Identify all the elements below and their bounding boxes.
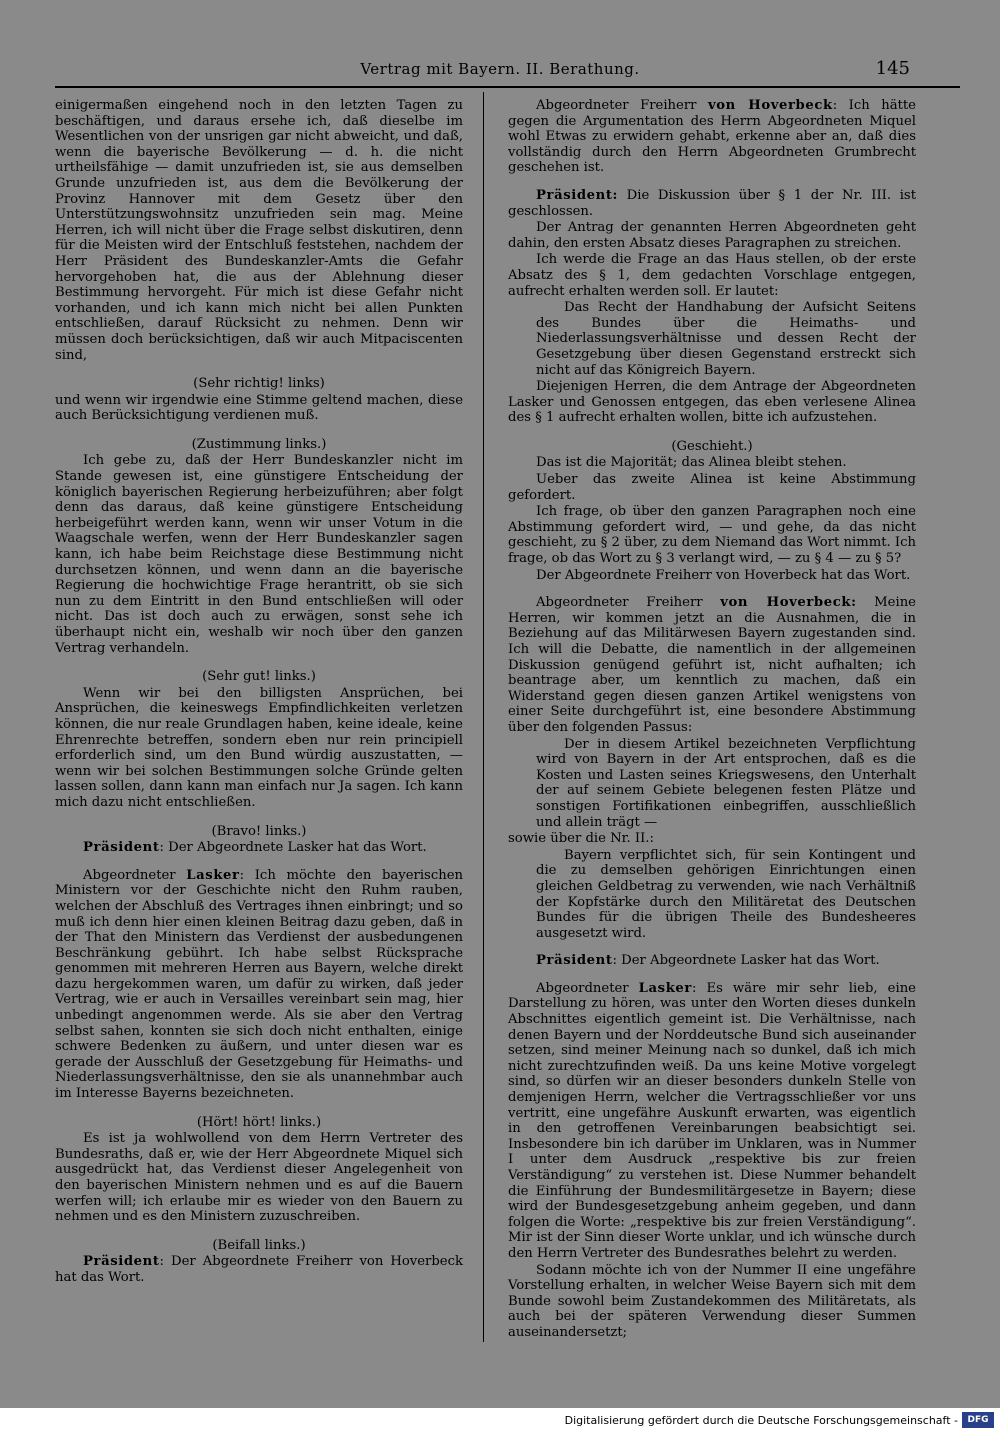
paragraph: Wenn wir bei den billigsten Ansprüchen, bei Ansprüchen, die keineswegs Empfindlichkeiten verletzen können, die nur reale Grundlagen haben, keine ideale, keine Ehrenrechte betreffen, sondern eben nur rein principiell erforderlich sind, um den Bund würdig auszustatten, — wenn wir bei solchen Bestimmungen solche Gründe gelten lassen sollen, dann kann man einfach nur Ja sagen. Ich kann mich dazu nicht entschließen. [55,685,463,810]
speaker-name: Präsident [83,1254,160,1270]
speaker-paragraph [55,1254,463,1285]
speaker-paragraph [508,595,916,735]
speaker-text: : Der Abgeordnete Lasker hat das Wort. [612,953,880,969]
speaker-text: Meine Herren, wir kommen jetzt an die Ausnahmen, die in Beziehung auf das Militärwesen Bayern zugestanden sind. Ich will die Debatte, die namentlich in der allgemeinen Diskussion genügend geführt ist, nicht aufhalten; ich beantrage aber, um kenntlich zu machen, daß ein Widerstand gegen diesen ganzen Artikel wenigstens von einer Seite durchgeführt ist, eine besondere Abstimmung über den folgenden Passus: [508,595,916,735]
speaker-name: Präsident: [536,187,619,203]
speaker-paragraph [508,98,916,176]
speaker-paragraph [508,188,916,219]
speaker-intro: Abgeordneter Freiherr [536,595,721,611]
header-rule [55,86,960,88]
speaker-name: Präsident [83,840,160,856]
paragraph: einigermaßen eingehend noch in den letzten Tagen zu beschäftigen, und daraus ersehe ich, daß dieselbe im Wesentlichen von der unsrigen gar nicht abweicht, und daß, wenn die bayerische Bevölkerung — d. h. die nicht urtheilsfähige — damit unzufrieden ist, sie aus demselben Grunde unzufrieden ist, aus dem die Bevölkerung der Provinz Hannover mit dem Gesetz über den Unterstützungswohnsitz unzufrieden sein mag. Meine Herren, ich will nicht über die Frage selbst diskutiren, denn für die Meisten wird der Entschluß feststehen, nachdem der Herr Präsident des Bundeskanzler-Amts die Gefahr hervorgehoben hat, die aus der Ablehnung dieser Bestimmung hervorgeht. Für mich ist diese Gefahr nicht vorhanden, und ich kann mich nicht bei allen Punkten entschließen, darauf Rücksicht zu nehmen. Denn wir müssen doch berücksichtigen, daß wir auch Mitpaciscenten sind, [55,98,463,363]
paragraph: und wenn wir irgendwie eine Stimme geltend machen, diese auch Berücksichtigung verdienen muß. [55,392,463,424]
interjection: (Sehr gut! links.) [202,669,316,685]
speaker-intro: Abgeordneter Freiherr [536,98,708,113]
speaker-text: : Ich hätte gegen die Argumentation des Herrn Abgeordneten Miquel wohl Etwas zu erwidern gehabt, erkenne aber an, daß dies vollständig durch den Herrn Abgeordneten Grumbrecht geschehen ist. [508,98,916,176]
left-column [55,98,463,1287]
paragraph: Der Abgeordnete Freiherr von Hoverbeck hat das Wort. [536,567,911,583]
paragraph: Ich frage, ob über den ganzen Paragraphen noch eine Abstimmung gefordert wird, — und gehe, da das nicht geschieht, zu § 2 über, zu dem Niemand das Wort nimmt. Ich frage, ob das Wort zu § 3 verlangt wird, — zu § 4 — zu § 5? [508,504,916,567]
running-title: Vertrag mit Bayern. II. Berathung. [360,60,640,78]
paragraph: Diejenigen Herren, die dem Antrage der Abgeordneten Lasker und Genossen entgegen, das eben verlesene Alinea des § 1 aufrecht erhalten wollen, bitte ich aufzustehen. [508,379,916,426]
speaker-paragraph [508,953,916,969]
dfg-logo: DFG [962,1412,994,1428]
speaker-name: von Hoverbeck: [720,595,857,611]
column-divider [483,92,484,1342]
paragraph: sowie über die Nr. II.: [508,831,654,847]
quoted-passage: Bayern verpflichtet sich, für sein Kontingent und die zu demselben gehörigen Einrichtungen einen gleichen Geldbetrag zu verwenden, wie nach Verhältniß der Kopfstärke durch den Militäretat des Deutschen Bundes für die übrigen Theile des Bundesheeres ausgesetzt wird. [536,847,916,941]
speaker-text: : Der Abgeordnete Lasker hat das Wort. [159,840,427,856]
speaker-intro: Abgeordneter [536,980,639,996]
speaker-text: : Ich möchte den bayerischen Ministern vor der Geschichte nicht den Ruhm rauben, welchen der Abschluß des Vertrages ihnen einbringt; und so muß ich denn hier einen kleinen Beitrag dazu geben, daß in der That den Ministern das Verdienst der ausbedungenen Beschränkung gebührt. Ich habe selbst Rücksprache genommen mit mehreren Herren aus Bayern, welche direkt dazu hergekommen waren, um dafür zu wirken, daß jeder Vertrag, wie er auch in Versailles vereinbart sein mag, hier unbedingt angenommen werde. Als sie aber den Vertrag selbst sahen, konnten sie sich doch nicht enthalten, einige schwere Bedenken zu äußern, und unter diesen war es gerade der Ausschluß der Gesetzgebung für Heimaths- und Niederlassungsverhältnisse, den sie als unannehmbar auch im Interesse Bayerns bezeichneten. [55,867,463,1102]
speaker-text: : Der Abgeordnete Freiherr von Hoverbeck hat das Wort. [55,1254,463,1285]
interjection: (Sehr richtig! links) [193,376,325,392]
quoted-passage: Das Recht der Handhabung der Aufsicht Seitens des Bundes über die Heimaths- und Niederlassungsverhältnisse und dessen Recht der Gesetzgebung über diesen Gegenstand erstreckt sich nicht auf das Königreich Bayern. [536,300,916,378]
speaker-paragraph [508,981,916,1262]
page-number: 145 [875,58,910,79]
speaker-text: Die Diskussion über § 1 der Nr. III. ist geschlossen. [508,187,916,219]
quoted-passage: Der in diesem Artikel bezeichneten Verpflichtung wird von Bayern in der Art entsprochen, daß es die Kosten und Lasten seines Kriegswesens, den Unterhalt der auf seinem Gebiete belegenen festen Plätze und sonstigen Fortifikationen einbegriffen, ausschließlich und allein trägt — [536,736,916,830]
page-header [20,56,980,82]
speaker-name: von Hoverbeck [707,98,833,113]
interjection: (Geschieht.) [671,438,753,454]
speaker-name: Präsident [536,953,613,969]
interjection: (Beifall links.) [212,1237,306,1253]
speaker-paragraph [55,840,463,856]
interjection: (Zustimmung links.) [191,436,327,452]
speaker-paragraph [55,868,463,1102]
speaker-name: Lasker [186,867,240,883]
speaker-intro: Abgeordneter [83,867,187,883]
speaker-text: : Es wäre mir sehr lieb, eine Darstellung zu hören, was unter den Worten dieses dunkeln Abschnittes eigentlich gemeint ist. Die Verhältnisse, nach denen Bayern und der Norddeutsche Bund sich auseinander setzen, sind meiner Meinung nach so dunkel, daß ich mich nicht zurechtzufinden weiß. Da uns keine Motive vorgelegt sind, so dürfen wir an dieser besonders dunkeln Stelle von demjenigen Herrn, welcher die Vertragsschließer vor uns vertritt, eine ungefähre Auskunft erwarten, was eigentlich in den getroffenen Vereinbarungen beabsichtigt sei. Insbesondere bin ich darüber im Unklaren, was in Nummer I unter dem Ausdruck „respektive bis zur freien Verständigung“ zu verstehen ist. Diese Nummer behandelt die Einführung der Bundesmilitärgesetze in Bayern; diese wird der Bundesgesetzgebung anheim gegeben, und dann folgen die Worte: „respektive bis zur freien Verständigung“. Mir ist der Sinn dieser Worte unklar, und ich wünsche durch den Herrn Vertreter des Bundesrathes belehrt zu werden. [508,980,916,1261]
paragraph: Sodann möchte ich von der Nummer II eine ungefähre Vorstellung erhalten, in welcher Weise Bayern sich mit dem Bunde sowohl beim Zustandekommen des Militäretats, als auch bei der späteren Verwendung dieser Summen auseinandersetzt; [508,1262,916,1340]
funding-notice: Digitalisierung gefördert durch die Deutsche Forschungsgemeinschaft - [564,1414,958,1427]
paragraph: Ueber das zweite Alinea ist keine Abstimmung gefordert. [508,472,916,503]
interjection: (Bravo! links.) [211,823,307,839]
speaker-name: Lasker [638,980,692,996]
paragraph: Es ist ja wohlwollend von dem Herrn Vertreter des Bundesraths, daß er, wie der Herr Abgeordnete Miquel sich ausgedrückt hat, das Verdienst dieser Angelegenheit von den bayerischen Ministern nehmen und es auf die Bauern werfen will; ich erlaube mir es wieder von den Bauern zu nehmen und es den Ministern zuzuschreiben. [55,1131,463,1225]
interjection: (Hört! hört! links.) [196,1114,322,1130]
paragraph: Ich werde die Frage an das Haus stellen, ob der erste Absatz des § 1, dem gedachten Vorschlage entgegen, aufrecht erhalten werden soll. Er lautet: [508,252,916,299]
paragraph: Das ist die Majorität; das Alinea bleibt stehen. [536,455,847,471]
right-column [508,98,916,1342]
digitization-footer [0,1408,1000,1432]
paragraph: Ich gebe zu, daß der Herr Bundeskanzler nicht im Stande gewesen ist, eine günstigere Entscheidung der königlich bayerischen Regierung herbeizuführen; aber folgt denn das daraus, daß keine günstigere Entscheidung herbeigeführt werden kann, wenn wir unser Votum in die Waagschale werfen, wenn der Herr Bundeskanzler sagen kann, ich habe beim Reichstage diese Bestimmung nicht durchsetzen können, und wenn dann an die bayerische Regierung die hochwichtige Frage herantritt, ob sie sich nun zu dem Eintritt in den Bund entschließen will oder nicht. Das ist doch auch zu erwägen, sonst sehe ich überhaupt nicht ein, weshalb wir noch über den ganzen Vertrag verhandeln. [55,453,463,656]
paragraph: Der Antrag der genannten Herren Abgeordneten geht dahin, den ersten Absatz dieses Paragraphen zu streichen. [508,220,916,251]
